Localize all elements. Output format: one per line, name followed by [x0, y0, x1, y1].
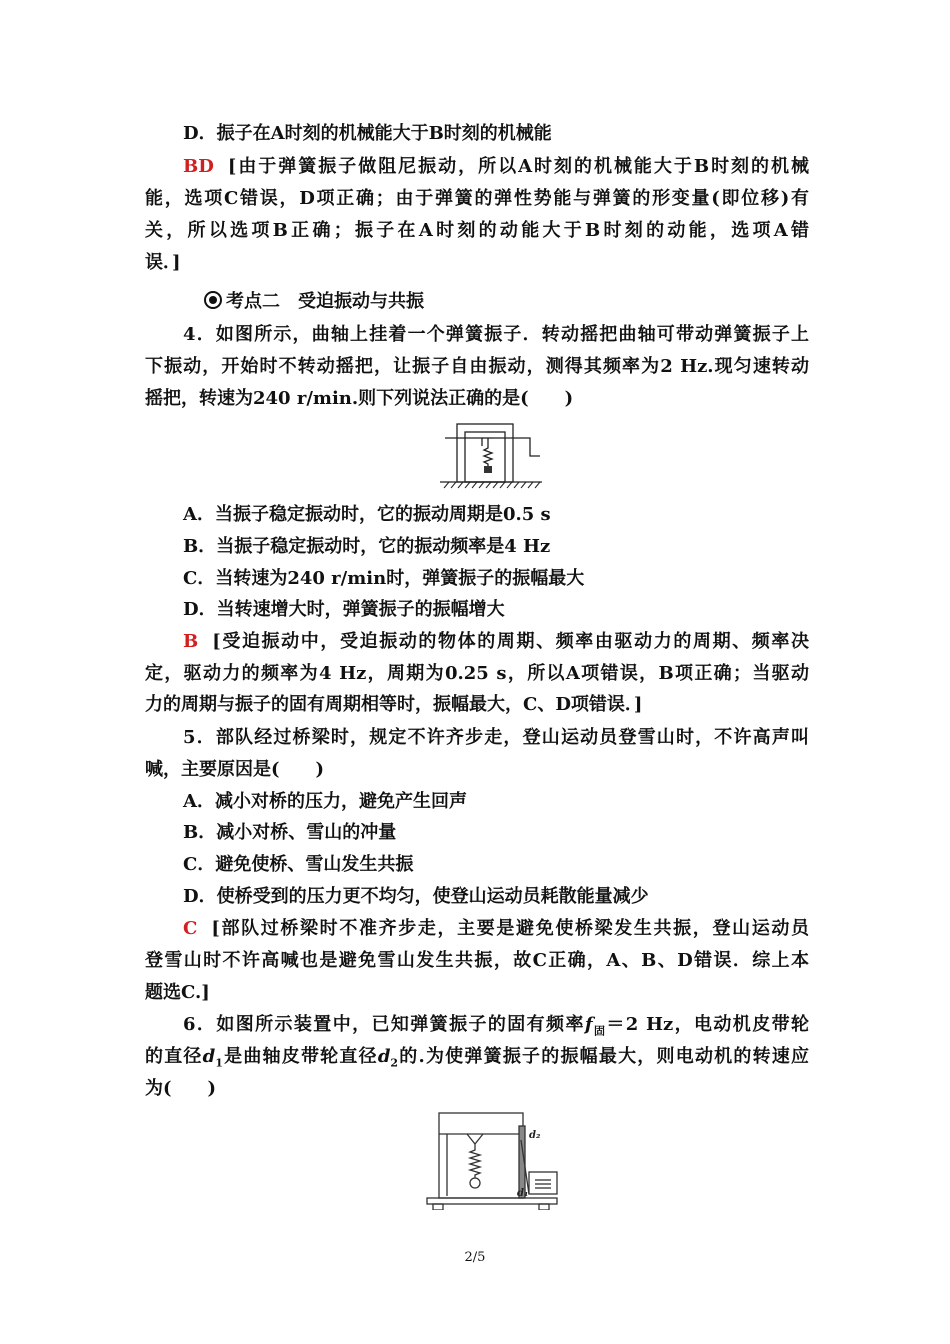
- section-bullet-icon: [204, 291, 222, 309]
- q4-answer-line-3: 力的周期与振子的固有周期相等时，振幅最大，C、D项错误．]: [145, 694, 643, 715]
- q3-answer-line-4: 误．]: [145, 252, 181, 273]
- q5-answer-line-2: 登雪山时不许高喊也是避免雪山发生共振，故C正确，A、B、D错误．综上本: [145, 950, 809, 971]
- q5-option-a: A．减小对桥的压力，避免产生回声: [183, 791, 467, 812]
- q4-option-a: A．当振子稳定振动时，它的振动周期是0.5 s: [183, 504, 551, 525]
- q5-stem-line-1: 5．部队经过桥梁时，规定不许齐步走，登山运动员登雪山时，不许高声叫: [183, 727, 809, 748]
- q4-answer-line-1: B [受迫振动中，受迫振动的物体的周期、频率由驱动力的周期、频率决: [183, 631, 809, 652]
- q6-stem-line-2: 的直径$d_1$是曲轴皮带轮直径$d_2$的.为使弹簧振子的振幅最大，则电动机的转速应: [145, 1046, 810, 1070]
- q3-option-d: D．振子在A时刻的机械能大于B时刻的机械能: [183, 123, 552, 144]
- q4-stem-line-2: 下振动，开始时不转动摇把，让振子自由振动，测得其频率为2 Hz.现匀速转动: [145, 356, 809, 377]
- q4-stem-line-3: 摇把，转速为240 r/min.则下列说法正确的是( ): [145, 388, 574, 409]
- svg-text:d₂: d₂: [529, 1130, 541, 1141]
- q3-answer-line-2: 能，选项C错误，D项正确；由于弹簧的弹性势能与弹簧的形变量(即位移)有: [145, 188, 809, 209]
- q6-stem-line-3: 为( ): [145, 1078, 217, 1099]
- q5-option-d: D．使桥受到的压力更不均匀，使登山运动员耗散能量减少: [183, 886, 649, 907]
- q6-motor-belt-figure: [425, 1110, 565, 1210]
- svg-text:d₁: d₁: [517, 1188, 529, 1199]
- q4-option-c: C．当转速为240 r/min时，弹簧振子的振幅最大: [183, 568, 585, 589]
- q4-answer-line-2: 定，驱动力的频率为4 Hz，周期为0.25 s，所以A项错误，B项正确；当驱动: [145, 663, 809, 684]
- q4-spring-crank-figure: [440, 420, 550, 492]
- q5-option-c: C．避免使桥、雪山发生共振: [183, 854, 414, 875]
- q5-answer-line-3: 题选C.]: [145, 982, 210, 1003]
- page-number: 2/5: [464, 1250, 486, 1265]
- q5-stem-line-2: 喊，主要原因是( ): [145, 759, 325, 780]
- q5-answer-line-1: C [部队过桥梁时不准齐步走，主要是避免使桥梁发生共振，登山运动员: [183, 918, 809, 939]
- q3-answer-line-3: 关，所以选项B正确；振子在A时刻的动能大于B时刻的动能，选项A错: [145, 220, 809, 241]
- q5-answer-letter: C: [183, 918, 198, 939]
- section-heading: 考点二 受迫振动与共振: [204, 289, 424, 314]
- q4-answer-letter: B: [183, 631, 199, 652]
- q4-option-b: B．当振子稳定振动时，它的振动频率是4 Hz: [183, 536, 551, 557]
- q4-stem-line-1: 4．如图所示，曲轴上挂着一个弹簧振子．转动摇把曲轴可带动弹簧振子上: [183, 324, 809, 345]
- q3-answer-letter: BD: [183, 156, 214, 177]
- q4-option-d: D．当转速增大时，弹簧振子的振幅增大: [183, 599, 505, 620]
- q6-stem-line-1: 6．如图所示装置中，已知弹簧振子的固有频率$f_固=2$ Hz，电动机皮带轮: [183, 1014, 809, 1038]
- q3-answer-line-1: BD [由于弹簧振子做阻尼振动，所以A时刻的机械能大于B时刻的机械: [183, 156, 809, 177]
- q5-option-b: B．减小对桥、雪山的冲量: [183, 822, 397, 843]
